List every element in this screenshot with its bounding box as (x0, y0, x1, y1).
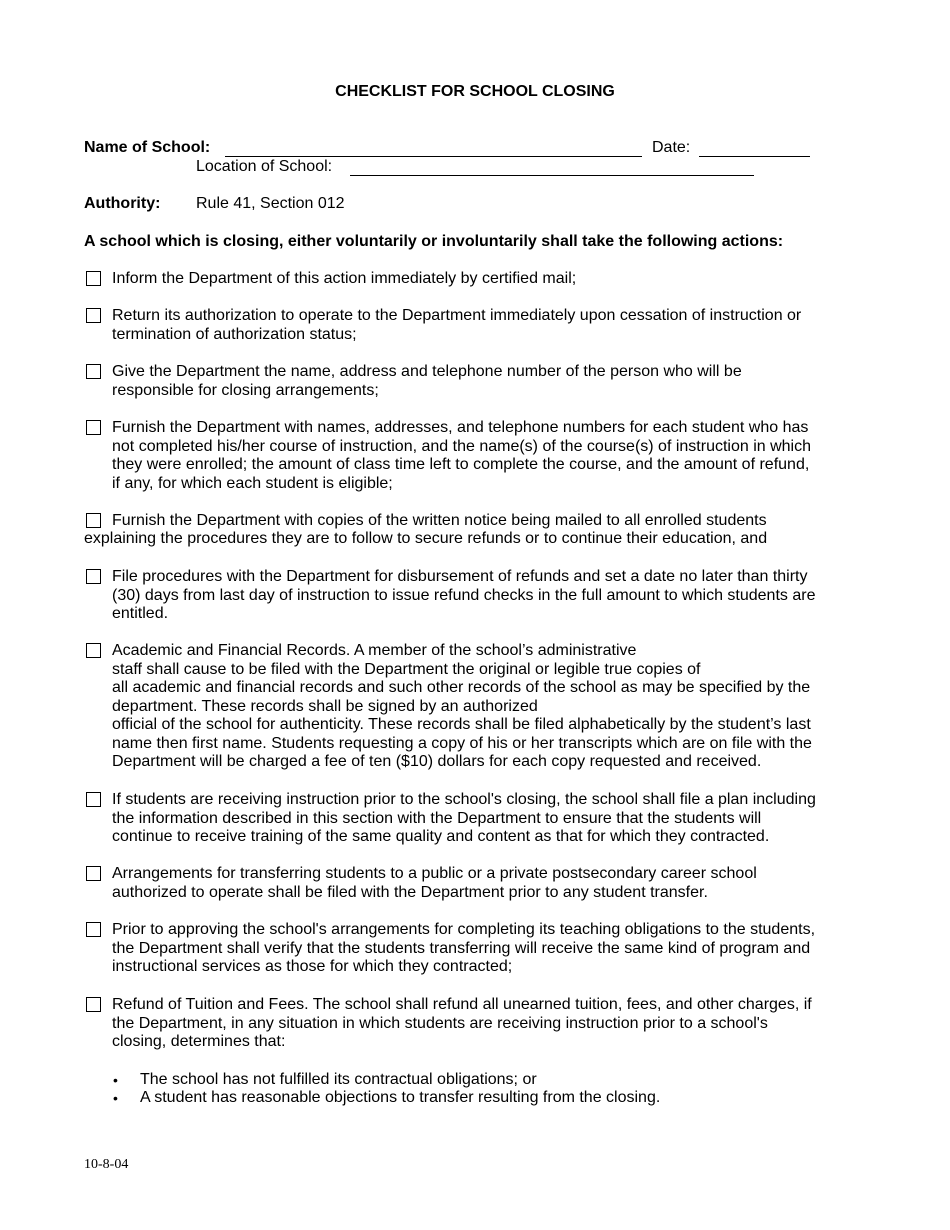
checkbox-academic-records[interactable] (86, 643, 101, 658)
footer-date: 10-8-04 (84, 1157, 129, 1172)
checklist-item-11: Refund of Tuition and Fees. The school shall refund all unearned tuition, fees, and other charges, if the Department, in any situation in which students are receiving instruction prior to a school's closing, determines that: (112, 996, 812, 1050)
authority-label: Authority: (84, 195, 161, 212)
checklist-item-5b: explaining the procedures they are to follow to secure refunds or to continue their education, and (84, 530, 768, 547)
checklist-item-2: Return its authorization to operate to the Department immediately upon cessation of instruction or termination of authorization status; (112, 307, 802, 343)
bullet-item: A student has reasonable objections to transfer resulting from the closing. (140, 1089, 661, 1106)
location-label: Location of School: (196, 158, 333, 175)
checkbox-written-notice[interactable] (86, 513, 101, 528)
checklist-item-3: Give the Department the name, address and telephone number of the person who will be responsible for closing arrangements; (112, 363, 742, 399)
intro-text: A school which is closing, either voluntarily or involuntarily shall take the following actions: (84, 233, 784, 250)
checklist-item-5a: Furnish the Department with copies of the written notice being mailed to all enrolled students (112, 512, 767, 529)
date-label: Date: (652, 139, 691, 156)
checklist-item-8: If students are receiving instruction prior to the school's closing, the school shall file a plan including the information described in this section with the Department to ensure that the students will continue to receive training of the same quality and content as that for which they contracted. (112, 791, 816, 845)
location-field[interactable] (350, 175, 754, 176)
checkbox-closing-contact[interactable] (86, 364, 101, 379)
bullet-icon: • (113, 1072, 118, 1088)
school-name-field[interactable] (225, 156, 642, 157)
authority-value: Rule 41, Section 012 (196, 195, 345, 212)
checklist-item-9: Arrangements for transferring students to a public or a private postsecondary career school authorized to operate shall be filed with the Department prior to any student transfer. (112, 865, 757, 901)
checkbox-teaching-obligations[interactable] (86, 922, 101, 937)
school-name-label: Name of School: (84, 139, 211, 156)
checklist-item-10: Prior to approving the school's arrangements for completing its teaching obligations to the students, the Department shall verify that the students transferring will receive the same kind of program and instructional services as those for which they contracted; (112, 921, 816, 975)
checklist-item-7: Academic and Financial Records. A member of the school’s administrative staff shall cause to be filed with the Department the original or legible true copies of all academic and financial records and such other records of the school as may be specified by the department. These records shall be signed by an authorized official of the school for authenticity. These records shall be filed alphabetically by the student’s last name then first name. Students requesting a copy of his or her transcripts which are on file with the Department will be charged a fee of ten ($10) dollars for each copy requested and received. (112, 642, 812, 770)
checkbox-transfer-arrangements[interactable] (86, 866, 101, 881)
page-title: CHECKLIST FOR SCHOOL CLOSING (335, 83, 615, 100)
checkbox-student-list[interactable] (86, 420, 101, 435)
date-field[interactable] (699, 156, 810, 157)
checklist-item-4: Furnish the Department with names, addresses, and telephone numbers for each student who has not completed his/her course of instruction, and the name(s) of the course(s) of instruction in which they were enrolled; the amount of class time left to complete the course, and the amount of refund, if any, for which each student is eligible; (112, 419, 812, 492)
bullet-icon: • (113, 1090, 118, 1106)
checklist-item-1: Inform the Department of this action immediately by certified mail; (112, 270, 577, 287)
checkbox-refund-procedures[interactable] (86, 569, 101, 584)
checkbox-return-authorization[interactable] (86, 308, 101, 323)
checkbox-inform-department[interactable] (86, 271, 101, 286)
checklist-item-6: File procedures with the Department for disbursement of refunds and set a date no later than thirty (30) days from last day of instruction to issue refund checks in the full amount to which students are entitled. (112, 568, 816, 622)
bullet-item: The school has not fulfilled its contractual obligations; or (140, 1071, 537, 1088)
checkbox-instruction-plan[interactable] (86, 792, 101, 807)
checkbox-refund-tuition[interactable] (86, 997, 101, 1012)
